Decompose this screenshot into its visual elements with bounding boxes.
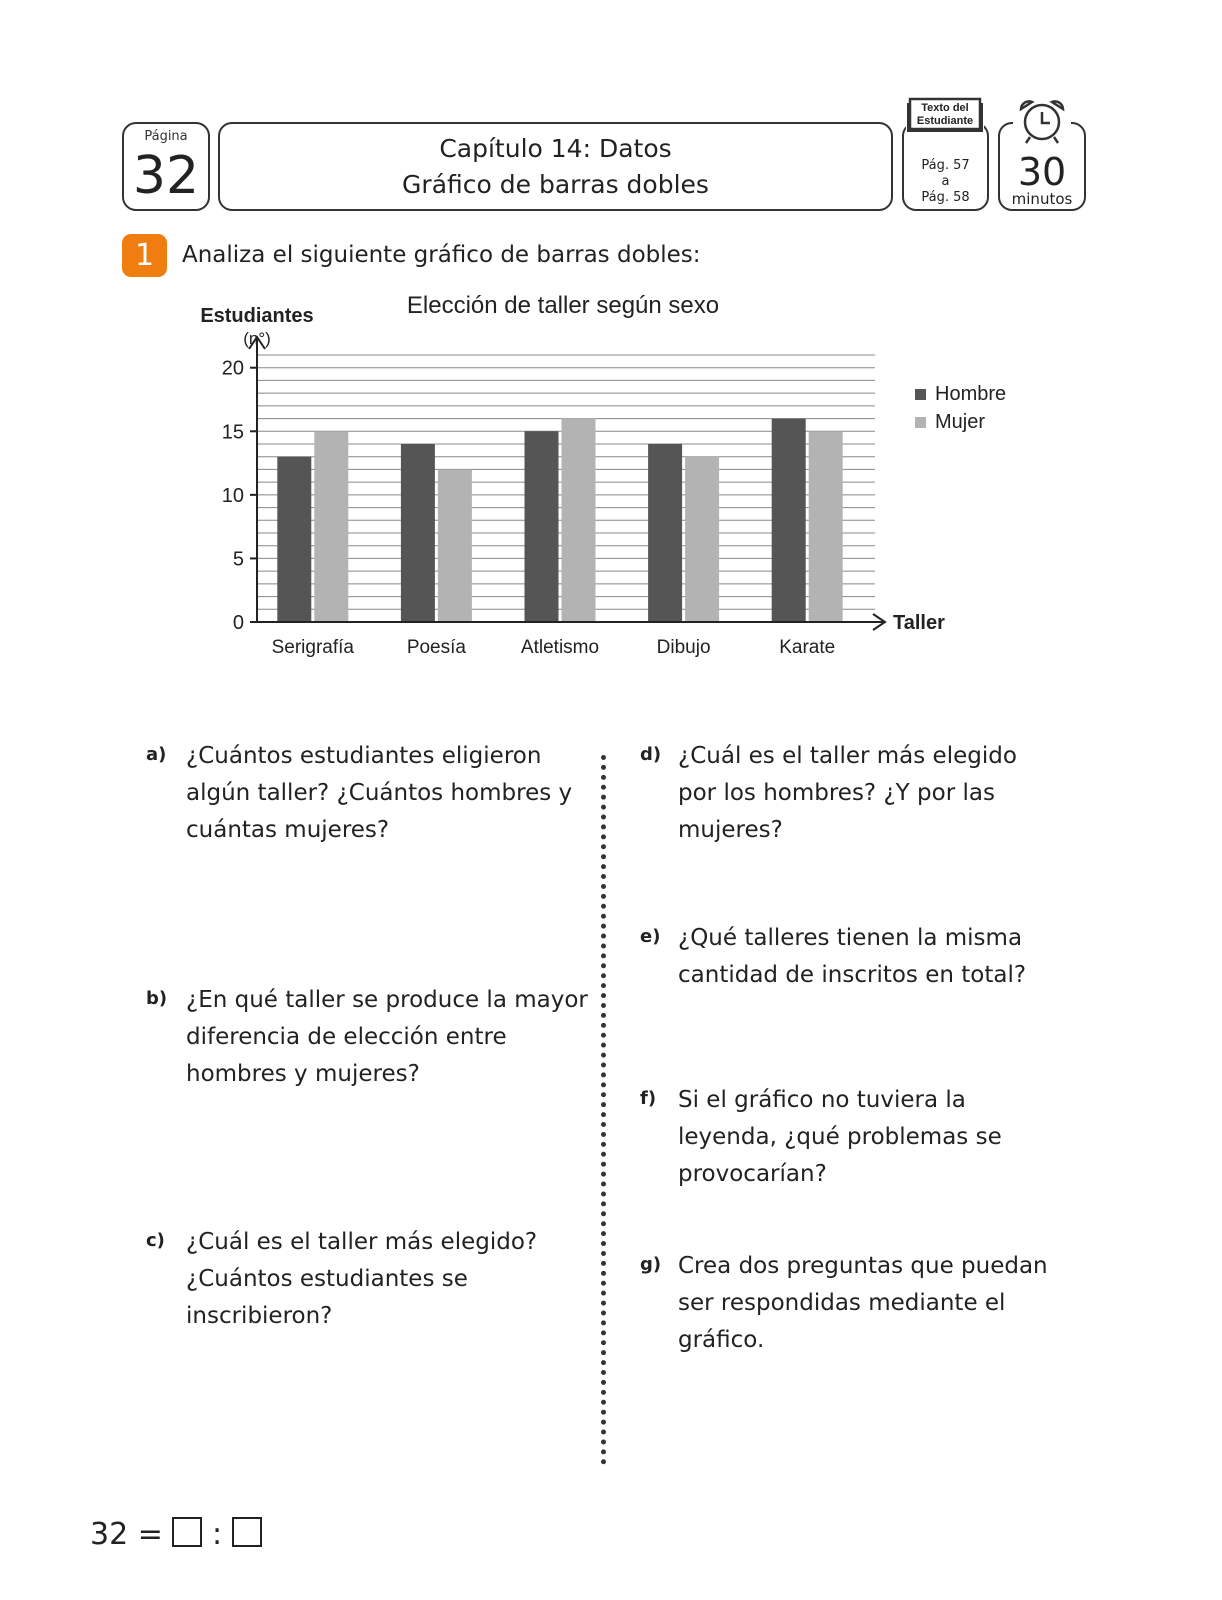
page-number: 32 xyxy=(132,146,200,206)
legend-swatch-hombre xyxy=(915,389,926,400)
question-c-letter: c) xyxy=(146,1230,165,1251)
y-tick-label: 5 xyxy=(232,548,244,571)
question-g-letter: g) xyxy=(640,1254,662,1275)
question-b-text: ¿En qué taller se produce la mayor diferencia de elección entre hombres y mujeres? xyxy=(186,987,588,1087)
question-c-text: ¿Cuál es el taller más elegido? ¿Cuántos estudiantes se inscribieron? xyxy=(186,1229,538,1329)
bar-hombre-1 xyxy=(277,457,311,622)
chapter-title: Capítulo 14: Datos xyxy=(439,134,672,163)
bar-mujer-2 xyxy=(438,469,472,622)
ref-to: Pág. 58 xyxy=(921,190,970,205)
exercise-prompt: Analiza el siguiente gráfico de barras dobles: xyxy=(182,242,701,268)
x-tick-label: Atletismo xyxy=(520,637,600,658)
bar-hombre-5 xyxy=(772,419,806,622)
textbook-reference-box xyxy=(902,122,989,211)
legend-label-mujer: Mujer xyxy=(935,411,986,433)
book-label-line2: Estudiante xyxy=(916,115,974,127)
footer-colon: : xyxy=(211,1517,223,1552)
answer-box-1[interactable] xyxy=(172,1517,202,1547)
y-tick-label: 20 xyxy=(221,357,244,380)
answer-box-2[interactable] xyxy=(232,1517,262,1547)
x-tick-label: Dibujo xyxy=(656,637,711,658)
question-f-text: Si el gráfico no tuviera la leyenda, ¿qué problemas se provocarían? xyxy=(678,1087,1002,1187)
alarm-clock-icon xyxy=(1013,97,1071,145)
bar-hombre-4 xyxy=(648,444,682,622)
column-divider xyxy=(601,755,606,1465)
x-tick-label: Karate xyxy=(779,637,836,658)
topic-title: Gráfico de barras dobles xyxy=(402,170,709,199)
bar-hombre-3 xyxy=(525,431,559,622)
book-icon xyxy=(906,97,984,133)
question-e-text: ¿Qué talleres tienen la misma cantidad de inscritos en total? xyxy=(678,925,1027,988)
y-axis-label: Estudiantes xyxy=(200,305,314,327)
y-tick-label: 15 xyxy=(221,421,244,444)
x-tick-label: Poesía xyxy=(406,637,466,658)
y-tick-label: 10 xyxy=(221,484,244,507)
y-axis-unit: (n°) xyxy=(243,329,271,348)
x-axis-label: Taller xyxy=(893,612,945,634)
y-tick-label: 0 xyxy=(232,612,244,634)
footer-equals: = xyxy=(137,1517,163,1552)
question-d-letter: d) xyxy=(640,744,662,765)
bar-mujer-4 xyxy=(685,457,719,622)
legend-swatch-mujer xyxy=(915,417,926,428)
chart-title: Elección de taller según sexo xyxy=(406,292,720,319)
ref-sep: a xyxy=(941,174,950,189)
page-label: Página xyxy=(144,129,188,144)
footer-number: 32 xyxy=(90,1517,129,1552)
question-f-letter: f) xyxy=(640,1088,657,1109)
page-number-box xyxy=(122,122,210,211)
bar-mujer-5 xyxy=(809,431,843,622)
question-b-letter: b) xyxy=(146,988,168,1009)
time-unit: minutos xyxy=(1011,190,1073,208)
question-a-text: ¿Cuántos estudiantes eligieron algún taller? ¿Cuántos hombres y cuántas mujeres? xyxy=(186,743,573,843)
question-a-letter: a) xyxy=(146,744,167,765)
bar-mujer-3 xyxy=(562,419,596,622)
bar-hombre-2 xyxy=(401,444,435,622)
legend-label-hombre: Hombre xyxy=(935,383,1007,405)
bar-mujer-1 xyxy=(314,431,348,622)
footer-division xyxy=(90,1517,262,1552)
book-label-line1: Texto del xyxy=(921,102,969,114)
chapter-title-box xyxy=(218,122,893,211)
double-bar-chart xyxy=(195,292,1007,690)
ref-from: Pág. 57 xyxy=(921,158,970,173)
x-tick-label: Serigrafía xyxy=(271,637,354,658)
question-e-letter: e) xyxy=(640,926,661,947)
exercise-number-badge: 1 xyxy=(122,234,167,277)
time-value: 30 xyxy=(1017,150,1067,194)
question-g-text: Crea dos preguntas que puedan ser respondidas mediante el gráfico. xyxy=(678,1253,1048,1353)
question-d-text: ¿Cuál es el taller más elegido por los hombres? ¿Y por las mujeres? xyxy=(678,743,1017,843)
